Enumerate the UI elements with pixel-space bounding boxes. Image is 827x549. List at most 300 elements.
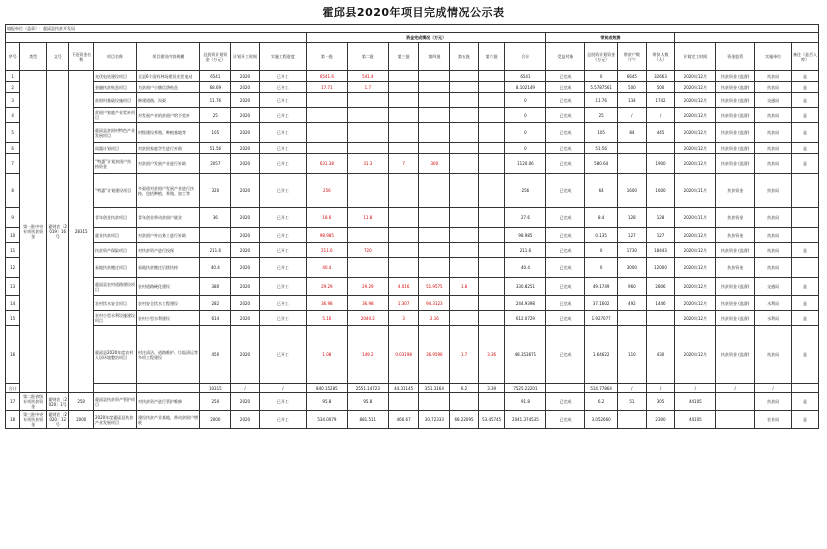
col-doc: 文号 (46, 43, 69, 71)
cell-persons: / (646, 108, 675, 123)
cell-progress: 已开工 (259, 123, 306, 143)
cell-manager: 扶贫资金 (监督) (716, 243, 755, 258)
cell-p3: 0.03198 (388, 326, 419, 384)
cell-finish: 2020年12月 (675, 93, 716, 108)
cell-p4: 2.16 (419, 311, 450, 326)
cell-persons: 128 (646, 208, 675, 228)
cell-manager: 扶贫资金 (监督) (716, 71, 755, 82)
cell-progress: 已开工 (259, 93, 306, 108)
cell-project-name: 霍邱县2020年度农村人居环境整治项目 (94, 326, 137, 384)
cell-households (618, 143, 647, 154)
cell-project-name: 光伏电站建设项目 (94, 71, 137, 82)
cell-progress: 已开工 (259, 228, 306, 243)
cell-content: 村庄清洁、道路维护、垃圾清运等多项工程建设 (137, 326, 200, 384)
cell-owner: 扶贫局 (755, 123, 792, 143)
cell-progress: / (259, 384, 306, 393)
cell-manager: 扶贫资金 (716, 258, 755, 278)
cell-start: 2020 (231, 174, 260, 208)
cell-p4 (419, 123, 450, 143)
cell-manager: 扶贫资金 (716, 208, 755, 228)
cell-p4: 300 (419, 154, 450, 174)
cell-fund-remaining: 0 (585, 243, 618, 258)
cell-p6 (478, 393, 505, 411)
cell-p2: 11.8 (347, 208, 388, 228)
cell-remark: 是 (792, 243, 819, 258)
cell-owner: 扶贫局 (755, 208, 792, 228)
cell-progress: 已开工 (259, 71, 306, 82)
col-households: 带贫户数（户） (618, 43, 647, 71)
cell-owner: 水利局 (755, 296, 792, 311)
cell-content: 对扶贫资产进行投保 (137, 243, 200, 258)
header-row-2 (6, 43, 819, 71)
cell-remark (792, 258, 819, 278)
table-row (6, 123, 819, 143)
cell-project-name: 2020年度霍邱县扶贫产业发展项目 (94, 411, 137, 429)
col-p2: 第二批 (347, 43, 388, 71)
cell-total-fund: 51.56 (200, 143, 231, 154)
cell-owner: 扶贫局 (755, 243, 792, 258)
cell-finish: 2020年12月 (675, 258, 716, 278)
cell-total-fund: 2000 (200, 411, 231, 429)
cell-finish: 2020年12月 (675, 71, 716, 82)
cell-finish: 2020年12月 (675, 296, 716, 311)
cell-start: 2020 (231, 93, 260, 108)
cell-p3: 1.307 (388, 296, 419, 311)
cell-total-fund: 320 (200, 174, 231, 208)
cell-seq: 15 (6, 311, 20, 326)
cell-fund-remaining: 3.052660 (585, 411, 618, 429)
cell-persons: 2300 (646, 411, 675, 429)
cell-p2: 95.8 (347, 393, 388, 411)
cell-p4: 94.3123 (419, 296, 450, 311)
cell-total-fund: 250 (200, 393, 231, 411)
cell-seq: 8 (6, 174, 20, 208)
cell-content: 青年创业带动贫困户就业 (137, 208, 200, 228)
cell-p1: 211.6 (306, 243, 347, 258)
cell-sum: 98.985 (505, 228, 546, 243)
cell-project-name: 贫困村基础设施项目 (94, 93, 137, 108)
cell-manager: 扶贫资金 (监督) (716, 82, 755, 93)
unit-label: 填报单位（盖章）：霍邱县扶贫开发局 (7, 26, 75, 31)
cell-p1: 36.98 (306, 296, 347, 311)
cell-households: 127 (618, 228, 647, 243)
cell-p1 (306, 123, 347, 143)
cell-p6 (478, 258, 505, 278)
cell-remark (792, 174, 819, 208)
cell-finish: 2020年11月 (675, 208, 716, 228)
cell-p6 (478, 82, 505, 93)
cell-p1: 6541.6 (306, 71, 347, 82)
cell-project-name: 霍邱县扶贫资产管护项目 (94, 393, 137, 411)
cell-sum: 48.353671 (505, 326, 546, 384)
cell-finish: 44105 (675, 393, 716, 411)
cell-p3 (388, 71, 419, 82)
cell-start: 2020 (231, 82, 260, 93)
cell-p6 (478, 174, 505, 208)
cell-p5 (450, 174, 479, 208)
cell-beneficiary: 已完成 (546, 393, 585, 411)
cell-start: 2020 (231, 326, 260, 384)
cell-progress: 已开工 (259, 82, 306, 93)
cell-seq: 4 (6, 108, 20, 123)
cell-fund-remaining: 1.927077 (585, 311, 618, 326)
cell-persons: 305 (646, 393, 675, 411)
cell-manager: 扶贫资金 (监督) (716, 278, 755, 296)
cell-p2: 2551.14723 (347, 384, 388, 393)
cell-households: 134 (618, 93, 647, 108)
cell-p6 (478, 311, 505, 326)
header-row-1 (6, 33, 819, 43)
cell-fund-remaining: 514.77864 (585, 384, 618, 393)
cell-remark: 是 (792, 278, 819, 296)
cell-doc: 霍财农〔2020〕12号 (48, 412, 67, 427)
cell-persons: 1600 (646, 174, 675, 208)
cell-p5: 1.7 (450, 326, 479, 384)
cell-sum: 0 (505, 93, 546, 108)
cell-p1: 631.38 (306, 154, 347, 174)
cell-p4: 36.9596 (419, 326, 450, 384)
cell-finish: 2020年12月 (675, 243, 716, 258)
cell-owner: 扶贫局 (755, 258, 792, 278)
table-row (6, 143, 819, 154)
cell-fund-name: 250 (69, 393, 94, 411)
cell-p3 (388, 174, 419, 208)
cell-persons: 2806 (646, 278, 675, 296)
cell-p2: 1.7 (347, 82, 388, 93)
cell-beneficiary: 已完成 (546, 123, 585, 143)
col-p3: 第三批 (388, 43, 419, 71)
cell-total-fund: 105 (200, 123, 231, 143)
cell-sum: 330.8251 (505, 278, 546, 296)
table-row (6, 296, 819, 311)
cell-total-fund: 11.76 (200, 93, 231, 108)
cell-start: 2020 (231, 228, 260, 243)
cell-manager: 扶贫资金 (监督) (716, 154, 755, 174)
cell-progress: 已开工 (259, 174, 306, 208)
cell-p5 (450, 143, 479, 154)
cell-p5 (450, 296, 479, 311)
cell-beneficiary: 已完成 (546, 174, 585, 208)
table-row (6, 311, 819, 326)
cell-p6 (478, 108, 505, 123)
cell-sum: 211.6 (505, 243, 546, 258)
cell-project-name: 贫困户家庭产业奖补项目 (94, 108, 137, 123)
cell-persons: 18443 (646, 243, 675, 258)
cell-doc: 霍财农〔2019〕16号 (46, 71, 69, 393)
cell-p6: 53.45745 (478, 411, 505, 429)
col-seq: 序号 (6, 43, 20, 71)
cell-total-fund: 282 (200, 296, 231, 311)
cell-p6 (478, 296, 505, 311)
cell-seq: 14 (6, 296, 20, 311)
cell-project-name: 雨露计划项目 (94, 143, 137, 154)
col-manager: 资金监管 (716, 43, 755, 71)
cell-p6 (478, 123, 505, 143)
cell-persons: 1446 (646, 296, 675, 311)
unit-line (6, 25, 819, 33)
cell-total-fund (200, 228, 231, 243)
cell-p2: 881.511 (347, 411, 388, 429)
cell-p1: 840.15285 (306, 384, 347, 393)
cell-owner: 扶贫局 (755, 82, 792, 93)
cell-seq: 12 (6, 258, 20, 278)
cell-p4 (419, 393, 450, 411)
cell-beneficiary: 已完成 (546, 143, 585, 154)
cell-sum: 6541 (505, 71, 546, 82)
cell-remark: 是 (792, 143, 819, 154)
cell-p3: 7 (388, 154, 419, 174)
table-row (6, 258, 819, 278)
cell-p6 (478, 228, 505, 243)
table-row (6, 228, 819, 243)
cell-remark: 是 (792, 326, 819, 384)
cell-p6 (478, 278, 505, 296)
cell-fund-remaining: 580.64 (585, 154, 618, 174)
cell-seq: 13 (6, 278, 20, 296)
cell-seq: 17 (6, 393, 20, 411)
cell-p5 (450, 108, 479, 123)
cell-content: 对贫困户外出务工进行补助 (137, 228, 200, 243)
cell-start: 2020 (231, 258, 260, 278)
cell-owner: 扶贫局 (755, 71, 792, 82)
cell-p2 (347, 143, 388, 154)
cell-p2 (347, 174, 388, 208)
cell-p1: 98.985 (306, 228, 347, 243)
cell-manager: 扶贫资金 (监督) (716, 123, 755, 143)
cell-seq: 10 (6, 228, 20, 243)
cell-p2: 541.4 (347, 71, 388, 82)
cell-sum: 256 (505, 174, 546, 208)
cell-start: 2020 (231, 154, 260, 174)
cell-beneficiary: 已完成 (546, 208, 585, 228)
cell-p2 (347, 228, 388, 243)
cell-p4 (419, 93, 450, 108)
cell-p2 (347, 258, 388, 278)
cell-p3: 3 (388, 311, 419, 326)
cell-fund-remaining: 0 (585, 71, 618, 82)
table-row (6, 278, 819, 296)
cell-p1: 5.16 (306, 311, 347, 326)
cell-owner: 水利局 (755, 311, 792, 326)
cell-p3 (388, 393, 419, 411)
cell-content: 易地扶贫搬迁后续扶持 (137, 258, 200, 278)
cell-remark: 是 (792, 296, 819, 311)
cell-p1 (306, 93, 347, 108)
cell-beneficiary: 已完成 (546, 258, 585, 278)
cell-p5 (450, 93, 479, 108)
cell-owner: 农业局 (755, 411, 792, 429)
benefit-group-header: 带贫成效测 (546, 33, 675, 43)
cell-beneficiary: 已完成 (546, 82, 585, 93)
cell-sum: 40.4 (505, 258, 546, 278)
cell-p4 (419, 258, 450, 278)
table-row (6, 82, 819, 93)
cell-p6 (478, 243, 505, 258)
cell-project-name: 霍邱县农村道路建设项目 (94, 278, 137, 296)
cell-persons: 127 (646, 228, 675, 243)
cell-empty (137, 384, 200, 393)
cell-p3: 44.31145 (388, 384, 419, 393)
table-row (6, 154, 819, 174)
cell-sum: 612.0729 (505, 311, 546, 326)
cell-p4 (419, 228, 450, 243)
cell-remark: 是 (792, 393, 819, 411)
cell-total-fund: 380 (200, 278, 231, 296)
cell-p5 (450, 393, 479, 411)
report-table-container (5, 24, 819, 429)
col-proj-name: 项目名称 (94, 43, 137, 71)
cell-finish: 44105 (675, 411, 716, 429)
cell-owner: 扶贫局 (755, 228, 792, 243)
cell-p1: 17.71 (306, 82, 347, 93)
cell-total-fund: 6541 (200, 71, 231, 82)
table-row (6, 108, 819, 123)
cell-beneficiary: 已完成 (546, 108, 585, 123)
col-p5: 第五批 (450, 43, 479, 71)
cell-fund-remaining: 8.4 (585, 208, 618, 228)
cell-total-fund: 211.6 (200, 243, 231, 258)
cell-households: 960 (618, 278, 647, 296)
cell-total-fund: 2057 (200, 154, 231, 174)
cell-progress: 已开工 (259, 326, 306, 384)
cell-remark: 是 (792, 71, 819, 82)
col-finish: 计划完工时间 (675, 43, 716, 71)
cell-finish: 2020年12月 (675, 326, 716, 384)
cell-households (618, 411, 647, 429)
cell-finish: 2020年12月 (675, 82, 716, 93)
col-p6: 第六批 (478, 43, 505, 71)
cell-p3 (388, 123, 419, 143)
cell-p5 (450, 123, 479, 143)
cell-p1: 18.6 (306, 208, 347, 228)
cell-start: 2020 (231, 296, 260, 311)
cell-p3 (388, 258, 419, 278)
cell-owner: 扶贫局 (755, 154, 792, 174)
cell-households: 1600 (618, 174, 647, 208)
table-row (6, 93, 819, 108)
cell-sum: 244.9398 (505, 296, 546, 311)
cell-finish: 2020年12月 (675, 123, 716, 143)
cell-fund-remaining: 0.135 (585, 228, 618, 243)
cell-p6 (478, 154, 505, 174)
cell-p4: 51.9575 (419, 278, 450, 296)
col-fund-name: 下达资金名称 (69, 43, 94, 71)
cell-fund-remaining: 105 (585, 123, 618, 143)
cell-p5: 1.8 (450, 278, 479, 296)
cell-beneficiary (546, 384, 585, 393)
cell-owner: 扶贫局 (755, 143, 792, 154)
cell-start: 2020 (231, 393, 260, 411)
cell-households: 84 (618, 123, 647, 143)
cell-fund-remaining: 64 (585, 174, 618, 208)
cell-beneficiary: 已完成 (546, 93, 585, 108)
cell-p5 (450, 82, 479, 93)
cell-total-fund: 40.4 (200, 258, 231, 278)
cell-p2 (347, 93, 388, 108)
col-fund-remaining: 总投资计划资金（万元） (585, 43, 618, 71)
cell-p2: 149.2 (347, 326, 388, 384)
cell-content: 建设扶贫产业基地，带动贫困户增收 (137, 411, 200, 429)
table-row (6, 243, 819, 258)
cell-p4 (419, 174, 450, 208)
cell-beneficiary: 已完成 (546, 243, 585, 258)
cell-p4 (419, 143, 450, 154)
cell-p3: 4.016 (388, 278, 419, 296)
project-completion-table (5, 24, 819, 429)
cell-progress: 已开工 (259, 143, 306, 154)
cell-p1: 1.08 (306, 326, 347, 384)
col-progress: 实施工程进度 (259, 43, 306, 71)
fund-group-header: 资金完成情况（万元） (306, 33, 545, 43)
cell-sum: 1120.06 (505, 154, 546, 174)
col-owner: 实施单位 (755, 43, 792, 71)
cell-finish: / (675, 384, 716, 393)
cell-fund-remaining: 37.1602 (585, 296, 618, 311)
table-row (6, 326, 819, 384)
cell-project-name: 易地扶贫搬迁项目 (94, 258, 137, 278)
cell-project-name: 青年创业扶贫项目 (94, 208, 137, 228)
cell-p6 (478, 208, 505, 228)
cell-finish: 2020年11月 (675, 174, 716, 208)
col-remark: 备注（是否入库） (792, 43, 819, 71)
cell-finish: 2020年12月 (675, 278, 716, 296)
table-row (6, 174, 819, 208)
cell-sum: 0 (505, 143, 546, 154)
cell-seq: 7 (6, 154, 20, 174)
cell-p5: 6.2 (450, 384, 479, 393)
cell-project-name: “特惠”计划建设项目 (94, 174, 137, 208)
cell-start: / (231, 384, 260, 393)
cell-remark: 是 (792, 123, 819, 143)
cell-owner: / (755, 384, 792, 393)
cell-fund-remaining: 6.2 (585, 393, 618, 411)
table-row (6, 71, 819, 82)
cell-project-name: 扶贫资产保险项目 (94, 243, 137, 258)
cell-seq: 2 (6, 82, 20, 93)
cell-finish: 2020年12月 (675, 311, 716, 326)
cell-total-fund: 36 (200, 208, 231, 228)
cell-fund-name: 2000 (69, 411, 94, 429)
cell-progress: 已开工 (259, 311, 306, 326)
cell-persons: / (646, 384, 675, 393)
cell-project-name: 金融扶贫贴息项目 (94, 82, 137, 93)
cell-p5 (450, 311, 479, 326)
cell-sum: 0 (505, 123, 546, 143)
cell-p6 (478, 71, 505, 82)
cell-p6: 3.39 (478, 384, 505, 393)
cell-start: 2020 (231, 71, 260, 82)
cell-persons: 32663 (646, 71, 675, 82)
cell-households: 51 (618, 393, 647, 411)
cell-p1: 534.0079 (306, 411, 347, 429)
cell-project-name: 农村小型水利设施建设项目 (94, 311, 137, 326)
cell-seq: 6 (6, 143, 20, 154)
cell-p4 (419, 243, 450, 258)
cell-p3: 466.67 (388, 411, 419, 429)
cell-p3 (388, 143, 419, 154)
col-beneficiary: 受益对象 (546, 43, 585, 71)
cell-content: 农村小型水利建设 (137, 311, 200, 326)
cell-content: 全县6个国有林场建设光伏电站 (137, 71, 200, 82)
cell-total-fund: 450 (200, 326, 231, 384)
cell-progress: 已开工 (259, 296, 306, 311)
cell-beneficiary: 已完成 (546, 71, 585, 82)
cell-manager: 扶贫资金 (716, 174, 755, 208)
cell-manager: 扶贫资金 (监督) (716, 326, 755, 384)
cell-fund-remaining: 11.76 (585, 93, 618, 108)
cell-sum: 91.8 (505, 393, 546, 411)
cell-project-name: 霍邱县贫困村特色产业发展项目 (94, 123, 137, 143)
